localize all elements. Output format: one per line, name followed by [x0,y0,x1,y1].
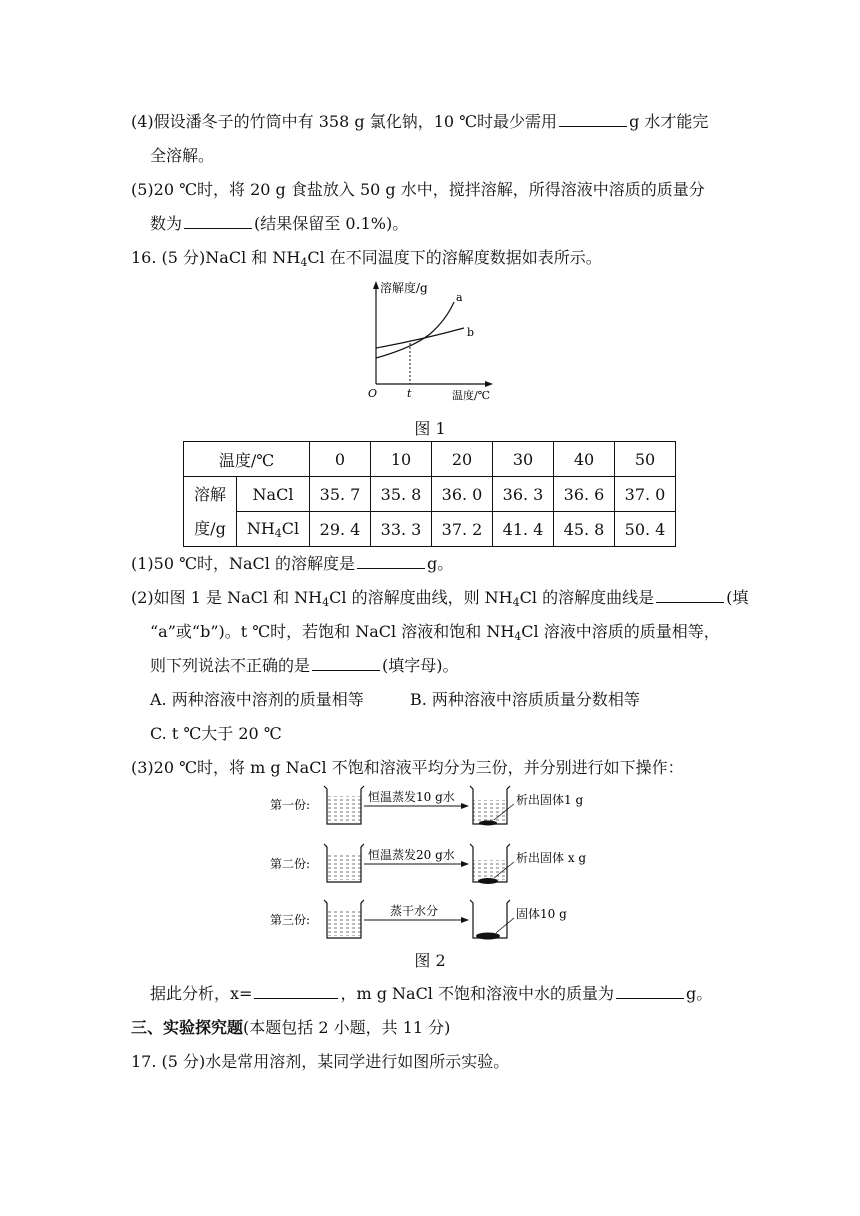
q16-part1: (1)50 ℃时，NaCl 的溶解度是 g。 [131,554,454,573]
answer-blank[interactable] [656,587,724,603]
t-label: t [407,387,412,400]
nacl-cell: 36. 3 [493,477,554,512]
q15-part5-line2: 数为 (结果保留至 0.1%)。 [150,214,409,233]
nh4cl-cell: 37. 2 [432,512,493,547]
temp-cell: 30 [493,442,554,477]
curve-b-label: b [467,326,475,339]
q16-stem: 16. (5 分)NaCl 和 $NH_4Cl$ 在不同温度下的溶解度数据如表所示。 [131,248,602,269]
answer-blank[interactable] [184,213,252,229]
figure2-caption: 图 2 [414,951,446,970]
beaker-icon [324,900,364,938]
nacl-cell: 36. 0 [432,477,493,512]
option-a: A. 两种溶液中溶剂的质量相等 [150,690,364,709]
nacl-cell: 35. 7 [310,477,371,512]
figure1-caption: 图 1 [414,419,446,438]
row-group-label: 溶解 度/g [184,477,237,547]
section3-heading: 三、实验探究题(本题包括 2 小题，共 11 分) [131,1018,451,1037]
nacl-cell: 37. 0 [615,477,676,512]
row1-result: 析出固体1 g [516,793,584,807]
nh4cl-cell: 45. 8 [554,512,615,547]
x-axis-arrow [485,381,493,387]
beaker-icon [324,844,364,882]
row3-action: 蒸干水分 [390,904,439,918]
origin-label: O [368,387,378,400]
beaker-icon [470,900,510,940]
q16-part3-answer: 据此分析，x= ，m g NaCl 不饱和溶液中水的质量为 g。 [150,984,713,1003]
header-temp: 温度/℃ [184,442,310,477]
answer-blank[interactable] [312,655,380,671]
row3-result: 固体10 g [516,907,567,921]
q16-part2-line3: 则下列说法不正确的是 (填字母)。 [150,656,459,675]
y-axis-label: 溶解度/g [380,281,428,295]
arrow-head [461,861,469,867]
q17-stem: 17. (5 分)水是常用溶剂，某同学进行如图所示实验。 [131,1052,510,1071]
row1-action: 恒温蒸发10 g水 [368,790,455,804]
temp-cell: 20 [432,442,493,477]
solubility-table [183,441,676,547]
q16-part2-line2: “a”或“b”)。t ℃时，若饱和 NaCl 溶液和饱和 $NH_4Cl$ 溶液中溶质的质量相等， [150,622,720,643]
nh4cl-label: $NH_4Cl$ [237,512,310,547]
row2-label: 第二份: [270,857,311,871]
q16-part2-line1: (2)如图 1 是 NaCl 和 $NH_4Cl$ 的溶解度曲线，则 $NH_4Cl$ 的溶解度曲线是 (填 [131,588,749,609]
row1-label: 第一份: [270,798,311,812]
beaker-icon [470,844,510,884]
nacl-cell: 35. 8 [371,477,432,512]
curve-a [376,302,454,358]
answer-blank[interactable] [357,553,425,569]
option-c: C. t ℃大于 20 ℃ [150,724,282,743]
temp-cell: 40 [554,442,615,477]
row2-action: 恒温蒸发20 g水 [368,848,455,862]
nh4cl-cell: 29. 4 [310,512,371,547]
q15-part4-line1: (4)假设潘冬子的竹筒中有 358 g 氯化钠，10 ℃时最少需用 g 水才能完 [131,112,709,131]
nh4cl-cell: 33. 3 [371,512,432,547]
temp-cell: 50 [615,442,676,477]
evaporation-figure [262,782,598,944]
x-axis-label: 温度/℃ [452,389,491,402]
answer-blank[interactable] [254,983,338,999]
answer-blank[interactable] [616,983,684,999]
option-b: B. 两种溶液中溶质质量分数相等 [410,690,640,709]
y-axis-arrow [373,281,379,289]
arrow-head [461,917,469,923]
q15-part5-line1: (5)20 ℃时，将 20 g 食盐放入 50 g 水中，搅拌溶解，所得溶液中溶质的质量分 [131,180,705,199]
temp-cell: 0 [310,442,371,477]
row2-result: 析出固体 x g [516,851,587,865]
pointer-line [496,918,514,933]
curve-a-label: a [456,291,463,304]
solubility-curve-figure [360,278,500,406]
nacl-label: NaCl [237,477,310,512]
row3-label: 第三份: [270,913,311,927]
nacl-cell: 36. 6 [554,477,615,512]
nh4cl-cell: 41. 4 [493,512,554,547]
q15-part4-line2: 全溶解。 [150,146,215,165]
arrow-head [461,803,469,809]
temp-cell: 10 [371,442,432,477]
nh4cl-cell: 50. 4 [615,512,676,547]
answer-blank[interactable] [559,111,627,127]
beaker-icon [324,786,364,824]
q16-part3: (3)20 ℃时，将 m g NaCl 不饱和溶液平均分为三份，并分别进行如下操作： [131,758,684,777]
curve-b [376,328,464,348]
beaker-icon [470,786,510,826]
